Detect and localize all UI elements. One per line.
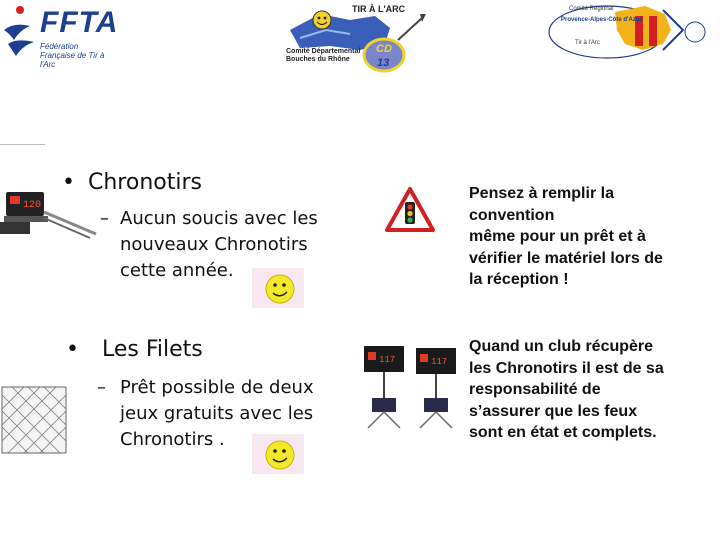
cd13-logo-subtitle: Comité Départemental Bouches du Rhône <box>286 48 361 63</box>
chronotir-stands-icon <box>360 340 462 430</box>
note-line: sont en état et complets. <box>469 424 657 441</box>
ffta-logo <box>0 0 119 75</box>
warning-note <box>469 183 663 291</box>
paca-logo-line2: Provence-Alpes-Côte d'Azur <box>561 17 642 23</box>
cd13-logo-title: TIR À L'ARC <box>352 4 406 14</box>
net-icon <box>0 385 68 455</box>
smiley-icon <box>252 434 304 474</box>
svg-text:117: 117 <box>379 355 396 365</box>
note-line: Quand un club récupère <box>469 338 654 355</box>
section-title-filets: Les Filets <box>102 337 203 362</box>
paca-logo <box>545 0 720 70</box>
note-line: convention <box>469 206 555 224</box>
ffta-logo-icon <box>0 0 40 75</box>
divider <box>0 144 45 145</box>
svg-text:13: 13 <box>377 57 390 69</box>
note-line: même pour un prêt et à <box>469 228 646 245</box>
note-line: les Chronotirs il est de sa <box>469 359 664 377</box>
detail-dash: – <box>100 208 109 229</box>
note-line: responsabilité de <box>469 381 601 398</box>
ffta-logo-subtitle: Fédération Française de Tir à l'Arc <box>40 42 105 69</box>
smiley-box <box>252 434 304 474</box>
section-bullet: • <box>62 170 75 195</box>
note-line: s’assurer que les feux <box>469 402 638 420</box>
svg-text:120: 120 <box>23 200 42 211</box>
detail-line: Chronotirs . <box>120 429 225 450</box>
detail-line: Aucun soucis avec les <box>120 208 318 229</box>
svg-text:117: 117 <box>431 357 448 367</box>
smiley-box <box>252 268 304 308</box>
chronotir-device-icon <box>0 182 100 240</box>
smiley-icon <box>252 268 304 308</box>
note-line: Pensez à remplir la <box>469 185 614 202</box>
note-line: vérifier le matériel lors de <box>469 249 663 267</box>
paca-logo-line3: Tir à l'Arc <box>575 40 600 46</box>
paca-logo-line1: Comité Régional <box>569 6 614 12</box>
detail-line: Prêt possible de deux <box>120 377 314 398</box>
detail-line: nouveaux Chronotirs <box>120 234 308 255</box>
detail-line: jeux gratuits avec les <box>120 403 314 424</box>
responsibility-note <box>469 336 664 444</box>
detail-dash: – <box>97 377 106 398</box>
note-line: la réception ! <box>469 271 569 288</box>
detail-line: cette année. <box>120 260 234 281</box>
section-title-chronotirs: Chronotirs <box>88 170 202 195</box>
cd13-logo <box>280 0 430 80</box>
ffta-logo-name: FFTA <box>40 6 119 39</box>
section-bullet: • <box>66 337 79 362</box>
traffic-light-warning-icon <box>384 186 436 234</box>
svg-text:CD: CD <box>376 43 392 55</box>
